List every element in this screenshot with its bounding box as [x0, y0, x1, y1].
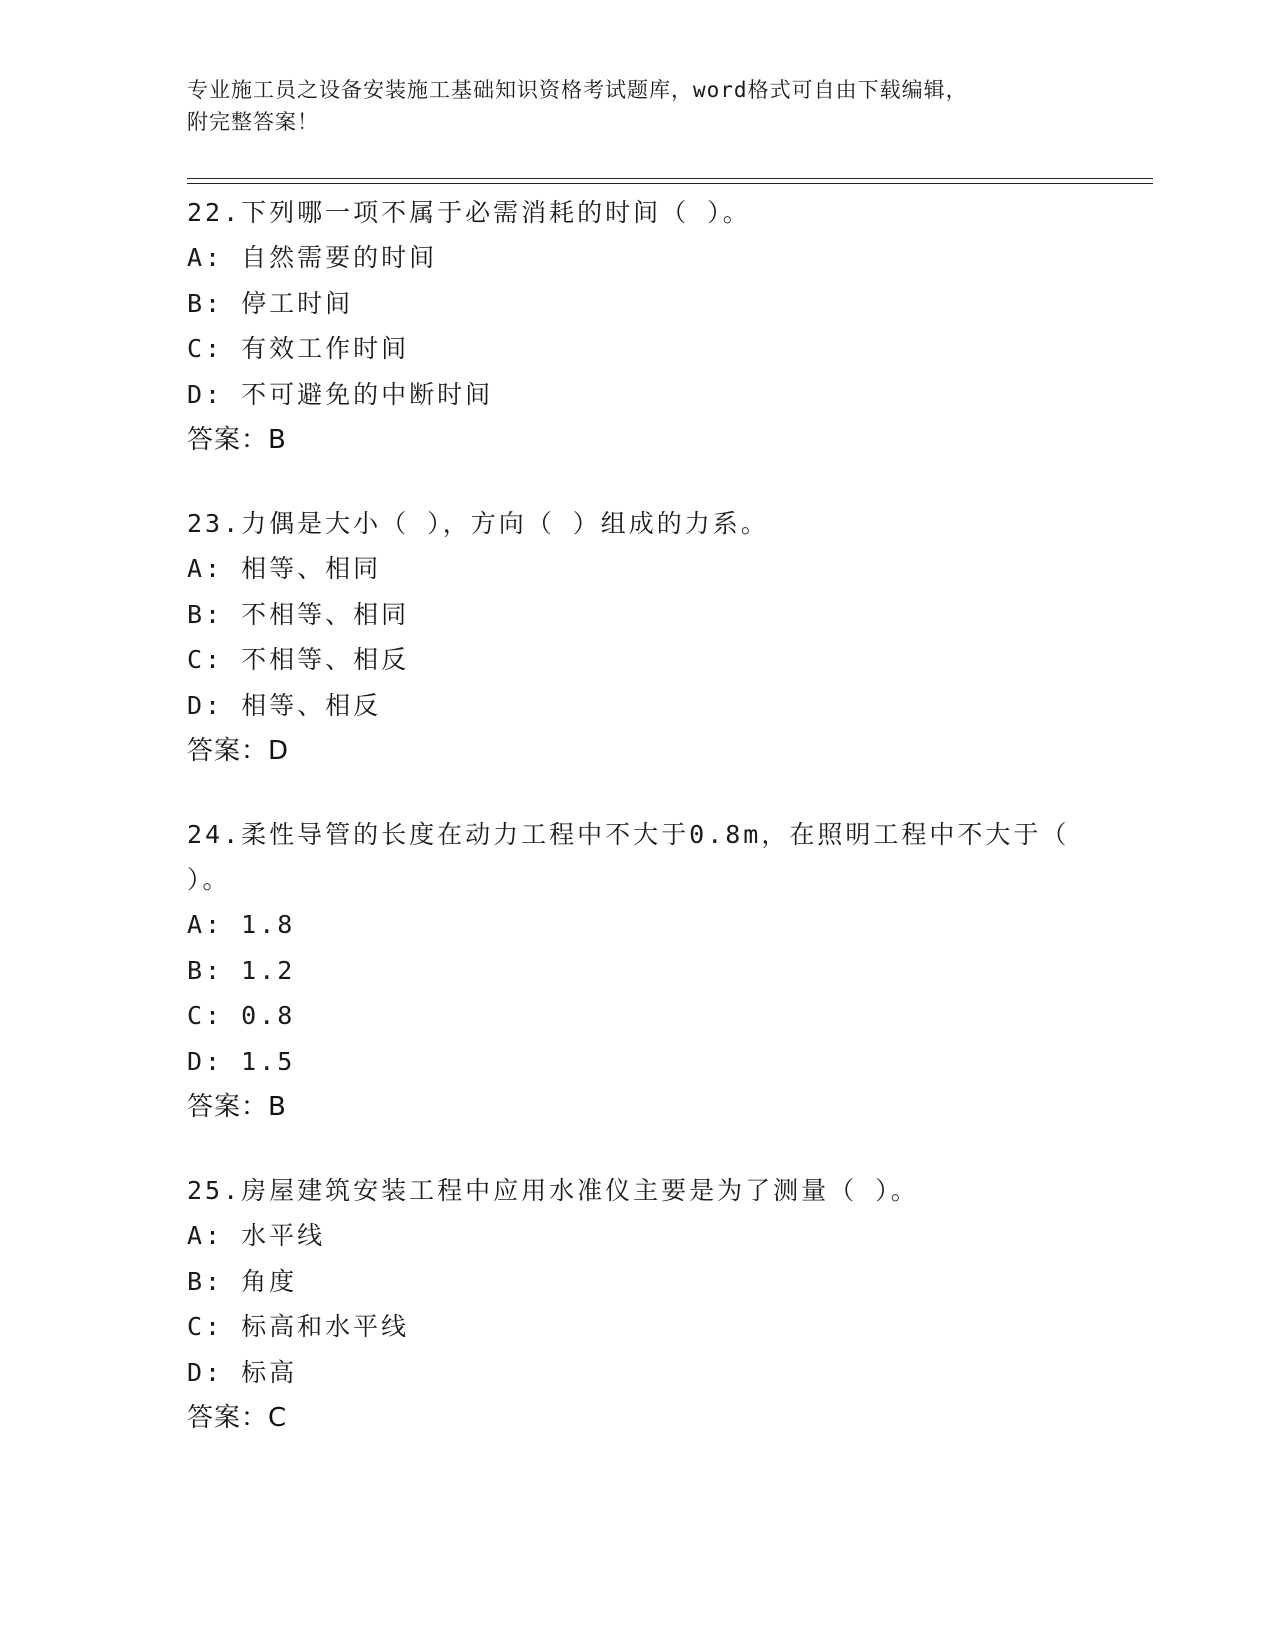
question-22 [187, 190, 1087, 463]
header-line-1: 专业施工员之设备安装施工基础知识资格考试题库，word格式可自由下载编辑， [187, 78, 968, 102]
answer: 答案：C [187, 1403, 288, 1433]
answer: 答案：B [187, 1092, 287, 1122]
option-d: D: 标高 [187, 1357, 298, 1387]
question-23 [187, 501, 1087, 774]
header-line-2: 附完整答案！ [187, 110, 319, 134]
option-b: B: 不相等、相同 [187, 599, 410, 629]
option-d: D: 相等、相反 [187, 690, 382, 720]
option-b: B: 1.2 [187, 955, 296, 985]
option-c: C: 0.8 [187, 1001, 296, 1030]
option-a: A: 1.8 [187, 910, 296, 939]
question-25 [187, 1168, 1087, 1441]
header-divider-top [187, 178, 1153, 179]
option-b: B: 角度 [187, 1266, 298, 1296]
question-list [187, 190, 1087, 1479]
question-stem: 24.柔性导管的长度在动力工程中不大于0.8m，在照明工程中不大于（ ）。 [187, 820, 1070, 894]
option-a: A: 水平线 [187, 1221, 326, 1250]
option-c: C: 标高和水平线 [187, 1312, 410, 1341]
document-header [187, 74, 1087, 138]
option-d: D: 1.5 [187, 1046, 296, 1076]
question-stem: 22.下列哪一项不属于必需消耗的时间（ ）。 [187, 198, 751, 227]
answer: 答案：B [187, 425, 287, 455]
option-b: B: 停工时间 [187, 288, 354, 318]
option-c: C: 不相等、相反 [187, 645, 410, 674]
option-a: A: 相等、相同 [187, 554, 382, 583]
option-a: A: 自然需要的时间 [187, 243, 438, 272]
header-divider-bottom [187, 183, 1153, 184]
answer: 答案：D [187, 736, 290, 766]
question-stem: 23.力偶是大小（ ），方向（ ）组成的力系。 [187, 509, 769, 538]
question-stem: 25.房屋建筑安装工程中应用水准仪主要是为了测量（ ）。 [187, 1176, 919, 1205]
option-d: D: 不可避免的中断时间 [187, 379, 494, 409]
option-c: C: 有效工作时间 [187, 334, 410, 363]
question-24 [187, 812, 1087, 1130]
